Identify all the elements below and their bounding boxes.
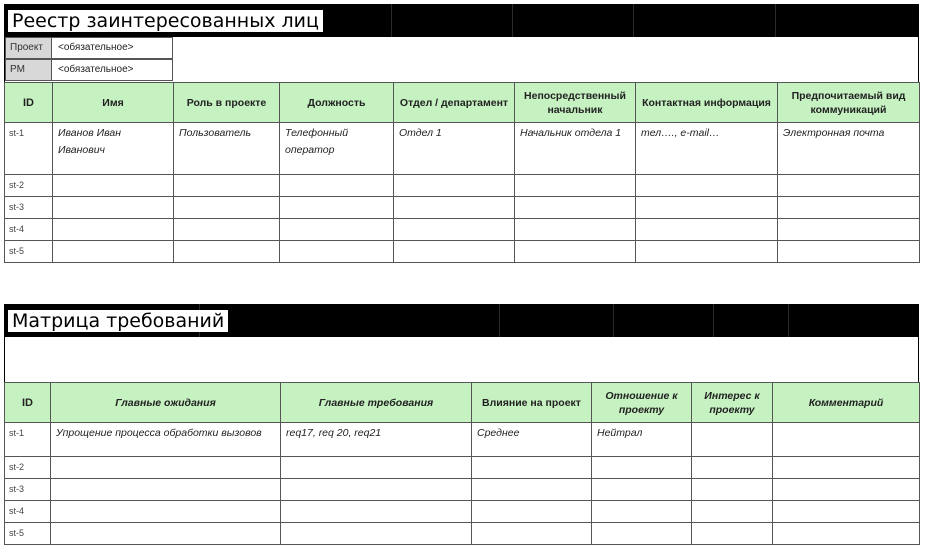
requirements-table (4, 382, 920, 545)
table-row (5, 457, 920, 479)
table-cell[interactable] (53, 241, 174, 263)
col-header-attitude: Отношение к проекту (592, 383, 692, 423)
table-cell[interactable] (773, 479, 920, 501)
table-cell[interactable] (394, 197, 515, 219)
col-header-requirements: Главные требования (281, 383, 472, 423)
col-header-interest: Интерес к проекту (692, 383, 773, 423)
meta-value-project[interactable]: <обязательное> (52, 37, 173, 59)
col-header-id: ID (5, 83, 53, 123)
col-header-department: Отдел / департамент (394, 83, 515, 123)
table-cell[interactable]: Пользователь (174, 123, 280, 175)
row-id: st-1 (5, 423, 51, 457)
table-cell[interactable] (773, 423, 920, 457)
table-cell[interactable] (51, 501, 281, 523)
table-cell[interactable]: Среднее (472, 423, 592, 457)
col-header-comment: Комментарий (773, 383, 920, 423)
table-cell[interactable] (778, 197, 920, 219)
table-cell[interactable] (778, 219, 920, 241)
table-cell[interactable]: Отдел 1 (394, 123, 515, 175)
table-cell[interactable]: Начальник отдела 1 (515, 123, 636, 175)
table-row (5, 197, 920, 219)
table-cell[interactable] (281, 479, 472, 501)
table-cell[interactable] (394, 241, 515, 263)
table-cell[interactable] (174, 197, 280, 219)
table-cell[interactable] (692, 423, 773, 457)
row-id: st-1 (5, 123, 53, 175)
table-row (5, 479, 920, 501)
table-cell[interactable] (280, 241, 394, 263)
table-cell[interactable] (472, 501, 592, 523)
table-cell[interactable] (692, 457, 773, 479)
meta-label-project: Проект (5, 37, 52, 59)
table-row (5, 241, 920, 263)
meta-block (4, 37, 919, 82)
table-cell[interactable] (515, 219, 636, 241)
table-cell[interactable]: Иванов Иван Иванович (53, 123, 174, 175)
table-cell[interactable] (394, 175, 515, 197)
table-cell[interactable] (515, 197, 636, 219)
table-cell[interactable] (51, 457, 281, 479)
meta-row-project (5, 37, 173, 59)
table-cell[interactable] (51, 479, 281, 501)
row-id: st-2 (5, 175, 53, 197)
table-cell[interactable] (692, 479, 773, 501)
table-cell[interactable] (394, 219, 515, 241)
meta-label-pm: PM (5, 59, 52, 81)
requirements-matrix-title: Матрица требований (8, 310, 228, 332)
col-header-role: Роль в проекте (174, 83, 280, 123)
col-header-expectations: Главные ожидания (51, 383, 281, 423)
table-cell[interactable] (636, 175, 778, 197)
table-cell[interactable] (515, 241, 636, 263)
row-id: st-5 (5, 241, 53, 263)
table-cell[interactable] (778, 175, 920, 197)
table-cell[interactable] (280, 175, 394, 197)
table-cell[interactable] (280, 197, 394, 219)
table-cell[interactable] (592, 479, 692, 501)
table-row (5, 523, 920, 545)
table-cell[interactable]: Нейтрал (592, 423, 692, 457)
col-header-id: ID (5, 383, 51, 423)
row-id: st-3 (5, 197, 53, 219)
table-cell[interactable]: Упрощение процесса обработки вызовов (51, 423, 281, 457)
table-cell[interactable]: Телефонный оператор (280, 123, 394, 175)
requirements-blank-area (4, 337, 919, 382)
table-cell[interactable] (53, 175, 174, 197)
col-header-manager: Непосредственный начальник (515, 83, 636, 123)
row-id: st-5 (5, 523, 51, 545)
col-header-name: Имя (53, 83, 174, 123)
table-cell[interactable]: req17, req 20, req21 (281, 423, 472, 457)
meta-value-pm[interactable]: <обязательное> (52, 59, 173, 81)
table-cell[interactable] (53, 197, 174, 219)
meta-row-pm (5, 59, 173, 81)
col-header-position: Должность (280, 83, 394, 123)
table-cell[interactable] (773, 523, 920, 545)
table-row (5, 423, 920, 457)
table-cell[interactable] (515, 175, 636, 197)
table-cell[interactable] (773, 501, 920, 523)
table-row (5, 501, 920, 523)
stakeholder-table (4, 82, 920, 263)
row-id: st-3 (5, 479, 51, 501)
requirements-header-row (5, 383, 920, 423)
row-id: st-4 (5, 219, 53, 241)
table-cell[interactable] (636, 219, 778, 241)
table-cell[interactable] (281, 523, 472, 545)
table-cell[interactable] (174, 175, 280, 197)
table-cell[interactable] (53, 219, 174, 241)
table-cell[interactable] (472, 457, 592, 479)
col-header-contact: Контактная информация (636, 83, 778, 123)
stakeholder-header-row (5, 83, 920, 123)
table-cell[interactable] (592, 523, 692, 545)
table-cell[interactable] (281, 457, 472, 479)
table-cell[interactable] (636, 241, 778, 263)
table-cell[interactable] (51, 523, 281, 545)
table-cell[interactable] (692, 523, 773, 545)
col-header-communication: Предпочитаемый вид коммуникаций (778, 83, 920, 123)
table-cell[interactable] (472, 523, 592, 545)
table-cell[interactable]: тел…., e-mail… (636, 123, 778, 175)
table-cell[interactable] (692, 501, 773, 523)
table-cell[interactable] (174, 241, 280, 263)
table-cell[interactable] (592, 457, 692, 479)
table-cell[interactable] (773, 457, 920, 479)
row-id: st-2 (5, 457, 51, 479)
table-cell[interactable] (174, 219, 280, 241)
table-row (5, 219, 920, 241)
table-row (5, 123, 920, 175)
stakeholder-register-title: Реестр заинтересованных лиц (8, 10, 323, 32)
table-cell[interactable] (778, 241, 920, 263)
table-cell[interactable] (636, 197, 778, 219)
table-cell[interactable] (281, 501, 472, 523)
col-header-influence: Влияние на проект (472, 383, 592, 423)
table-cell[interactable] (280, 219, 394, 241)
table-cell[interactable] (472, 479, 592, 501)
table-cell[interactable] (592, 501, 692, 523)
table-row (5, 175, 920, 197)
table-cell[interactable]: Электронная почта (778, 123, 920, 175)
row-id: st-4 (5, 501, 51, 523)
